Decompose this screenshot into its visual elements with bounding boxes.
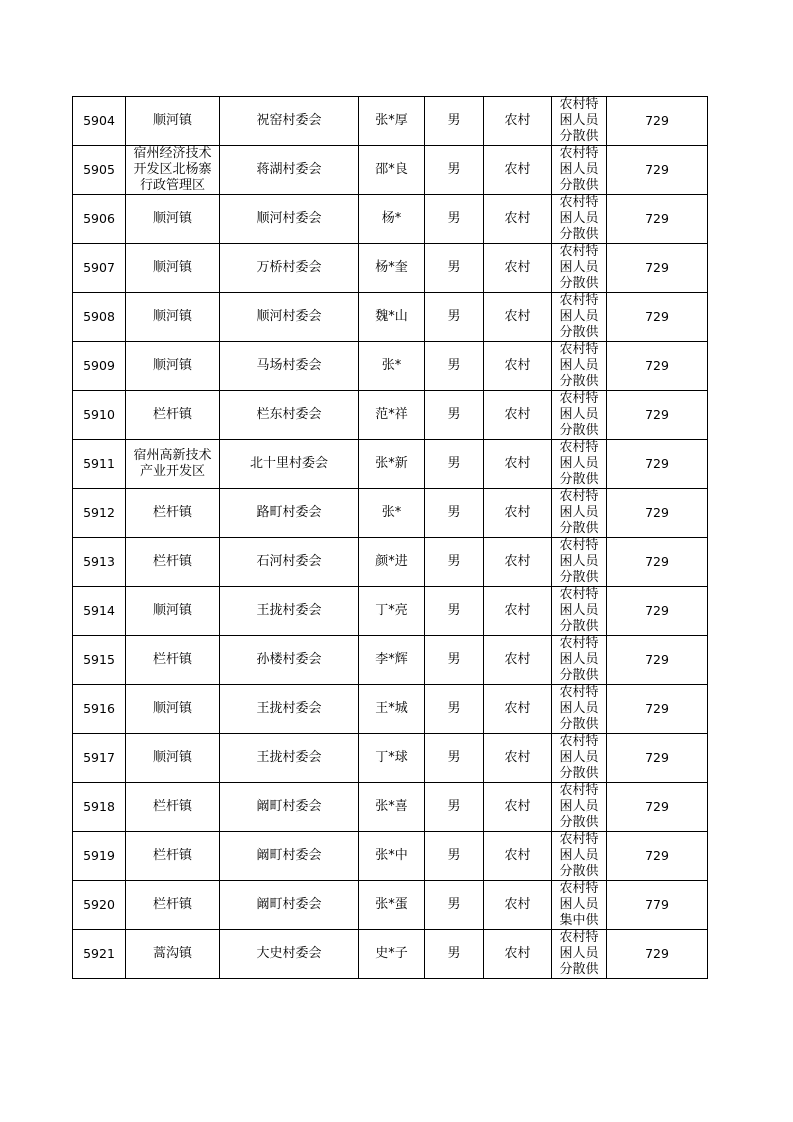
cell-support-type: 农村特困人员分散供: [552, 391, 607, 440]
cell-person-name: 张*厚: [359, 97, 425, 146]
cell-support-type: 农村特困人员分散供: [552, 195, 607, 244]
cell-area-type: 农村: [484, 293, 552, 342]
cell-area-type: 农村: [484, 97, 552, 146]
cell-person-name: 李*辉: [359, 636, 425, 685]
table-row: [73, 636, 708, 685]
cell-area-type: 农村: [484, 930, 552, 979]
cell-village: 顺河村委会: [220, 195, 359, 244]
table-row: [73, 195, 708, 244]
cell-amount: 729: [607, 391, 708, 440]
cell-amount: 729: [607, 440, 708, 489]
cell-serial-no: 5909: [73, 342, 126, 391]
cell-amount: 729: [607, 146, 708, 195]
cell-town: 栏杆镇: [126, 832, 220, 881]
cell-person-name: 范*祥: [359, 391, 425, 440]
cell-person-name: 王*城: [359, 685, 425, 734]
table-row: [73, 342, 708, 391]
cell-support-type: 农村特困人员分散供: [552, 489, 607, 538]
table-row: [73, 734, 708, 783]
cell-person-name: 张*喜: [359, 783, 425, 832]
cell-town: 顺河镇: [126, 195, 220, 244]
cell-town: 栏杆镇: [126, 783, 220, 832]
cell-gender: 男: [425, 342, 484, 391]
cell-support-type: 农村特困人员分散供: [552, 783, 607, 832]
cell-area-type: 农村: [484, 587, 552, 636]
cell-amount: 729: [607, 783, 708, 832]
cell-support-type: 农村特困人员分散供: [552, 293, 607, 342]
cell-village: 大史村委会: [220, 930, 359, 979]
cell-gender: 男: [425, 146, 484, 195]
cell-serial-no: 5907: [73, 244, 126, 293]
table-row: [73, 146, 708, 195]
cell-support-type: 农村特困人员分散供: [552, 342, 607, 391]
cell-area-type: 农村: [484, 538, 552, 587]
cell-serial-no: 5912: [73, 489, 126, 538]
cell-person-name: 杨*: [359, 195, 425, 244]
cell-person-name: 杨*奎: [359, 244, 425, 293]
cell-person-name: 张*蛋: [359, 881, 425, 930]
cell-person-name: 张*: [359, 342, 425, 391]
cell-village: 路町村委会: [220, 489, 359, 538]
roster-body: [73, 97, 708, 979]
cell-person-name: 丁*亮: [359, 587, 425, 636]
cell-serial-no: 5920: [73, 881, 126, 930]
cell-serial-no: 5911: [73, 440, 126, 489]
table-row: [73, 832, 708, 881]
cell-support-type: 农村特困人员分散供: [552, 930, 607, 979]
cell-village: 北十里村委会: [220, 440, 359, 489]
cell-person-name: 史*子: [359, 930, 425, 979]
cell-village: 石河村委会: [220, 538, 359, 587]
cell-village: 祝窑村委会: [220, 97, 359, 146]
table-row: [73, 391, 708, 440]
table-row: [73, 440, 708, 489]
cell-town: 顺河镇: [126, 97, 220, 146]
table-row: [73, 293, 708, 342]
cell-village: 阚町村委会: [220, 832, 359, 881]
cell-support-type: 农村特困人员分散供: [552, 734, 607, 783]
cell-person-name: 张*新: [359, 440, 425, 489]
table-row: [73, 489, 708, 538]
cell-amount: 729: [607, 930, 708, 979]
cell-support-type: 农村特困人员分散供: [552, 97, 607, 146]
cell-area-type: 农村: [484, 489, 552, 538]
cell-serial-no: 5905: [73, 146, 126, 195]
table-row: [73, 587, 708, 636]
cell-support-type: 农村特困人员分散供: [552, 587, 607, 636]
cell-person-name: 丁*球: [359, 734, 425, 783]
cell-area-type: 农村: [484, 440, 552, 489]
cell-town: 顺河镇: [126, 342, 220, 391]
cell-support-type: 农村特困人员分散供: [552, 685, 607, 734]
cell-gender: 男: [425, 636, 484, 685]
cell-town: 蒿沟镇: [126, 930, 220, 979]
cell-village: 王拢村委会: [220, 587, 359, 636]
cell-amount: 729: [607, 293, 708, 342]
cell-amount: 729: [607, 685, 708, 734]
cell-town: 栏杆镇: [126, 391, 220, 440]
cell-serial-no: 5904: [73, 97, 126, 146]
cell-serial-no: 5918: [73, 783, 126, 832]
cell-gender: 男: [425, 440, 484, 489]
cell-amount: 729: [607, 734, 708, 783]
cell-person-name: 张*中: [359, 832, 425, 881]
cell-serial-no: 5921: [73, 930, 126, 979]
cell-amount: 729: [607, 489, 708, 538]
cell-person-name: 魏*山: [359, 293, 425, 342]
cell-serial-no: 5906: [73, 195, 126, 244]
cell-support-type: 农村特困人员分散供: [552, 538, 607, 587]
cell-town: 顺河镇: [126, 685, 220, 734]
cell-person-name: 颜*进: [359, 538, 425, 587]
cell-town: 顺河镇: [126, 244, 220, 293]
cell-serial-no: 5917: [73, 734, 126, 783]
cell-area-type: 农村: [484, 244, 552, 293]
cell-area-type: 农村: [484, 342, 552, 391]
cell-gender: 男: [425, 881, 484, 930]
table-row: [73, 97, 708, 146]
cell-village: 王拢村委会: [220, 734, 359, 783]
cell-area-type: 农村: [484, 195, 552, 244]
cell-area-type: 农村: [484, 636, 552, 685]
cell-serial-no: 5919: [73, 832, 126, 881]
cell-support-type: 农村特困人员分散供: [552, 244, 607, 293]
cell-town: 栏杆镇: [126, 489, 220, 538]
cell-serial-no: 5908: [73, 293, 126, 342]
table-row: [73, 685, 708, 734]
cell-amount: 729: [607, 832, 708, 881]
cell-gender: 男: [425, 489, 484, 538]
cell-village: 顺河村委会: [220, 293, 359, 342]
cell-gender: 男: [425, 685, 484, 734]
table-row: [73, 783, 708, 832]
cell-gender: 男: [425, 930, 484, 979]
cell-support-type: 农村特困人员分散供: [552, 440, 607, 489]
cell-serial-no: 5913: [73, 538, 126, 587]
cell-person-name: 张*: [359, 489, 425, 538]
cell-gender: 男: [425, 195, 484, 244]
cell-gender: 男: [425, 783, 484, 832]
cell-area-type: 农村: [484, 832, 552, 881]
cell-village: 阚町村委会: [220, 881, 359, 930]
cell-serial-no: 5910: [73, 391, 126, 440]
cell-village: 万桥村委会: [220, 244, 359, 293]
cell-amount: 729: [607, 538, 708, 587]
cell-amount: 729: [607, 244, 708, 293]
cell-gender: 男: [425, 734, 484, 783]
cell-amount: 779: [607, 881, 708, 930]
cell-person-name: 邵*良: [359, 146, 425, 195]
cell-area-type: 农村: [484, 391, 552, 440]
cell-amount: 729: [607, 587, 708, 636]
cell-support-type: 农村特困人员分散供: [552, 146, 607, 195]
cell-town: 栏杆镇: [126, 881, 220, 930]
cell-amount: 729: [607, 195, 708, 244]
cell-town: 宿州经济技术开发区北杨寨行政管理区: [126, 146, 220, 195]
cell-town: 栏杆镇: [126, 636, 220, 685]
cell-village: 栏东村委会: [220, 391, 359, 440]
cell-serial-no: 5915: [73, 636, 126, 685]
cell-support-type: 农村特困人员集中供: [552, 881, 607, 930]
cell-gender: 男: [425, 293, 484, 342]
cell-town: 栏杆镇: [126, 538, 220, 587]
cell-support-type: 农村特困人员分散供: [552, 636, 607, 685]
cell-village: 蒋湖村委会: [220, 146, 359, 195]
cell-village: 马场村委会: [220, 342, 359, 391]
cell-amount: 729: [607, 342, 708, 391]
cell-area-type: 农村: [484, 881, 552, 930]
cell-gender: 男: [425, 391, 484, 440]
cell-town: 宿州高新技术产业开发区: [126, 440, 220, 489]
cell-gender: 男: [425, 244, 484, 293]
cell-serial-no: 5916: [73, 685, 126, 734]
cell-amount: 729: [607, 636, 708, 685]
cell-area-type: 农村: [484, 146, 552, 195]
cell-gender: 男: [425, 587, 484, 636]
cell-serial-no: 5914: [73, 587, 126, 636]
cell-village: 阚町村委会: [220, 783, 359, 832]
cell-gender: 男: [425, 538, 484, 587]
cell-village: 孙楼村委会: [220, 636, 359, 685]
table-row: [73, 930, 708, 979]
cell-support-type: 农村特困人员分散供: [552, 832, 607, 881]
cell-area-type: 农村: [484, 685, 552, 734]
cell-area-type: 农村: [484, 783, 552, 832]
cell-town: 顺河镇: [126, 734, 220, 783]
cell-amount: 729: [607, 97, 708, 146]
cell-village: 王拢村委会: [220, 685, 359, 734]
roster-table: [72, 96, 708, 979]
table-row: [73, 244, 708, 293]
table-row: [73, 538, 708, 587]
cell-town: 顺河镇: [126, 587, 220, 636]
table-row: [73, 881, 708, 930]
cell-town: 顺河镇: [126, 293, 220, 342]
cell-gender: 男: [425, 97, 484, 146]
cell-area-type: 农村: [484, 734, 552, 783]
cell-gender: 男: [425, 832, 484, 881]
